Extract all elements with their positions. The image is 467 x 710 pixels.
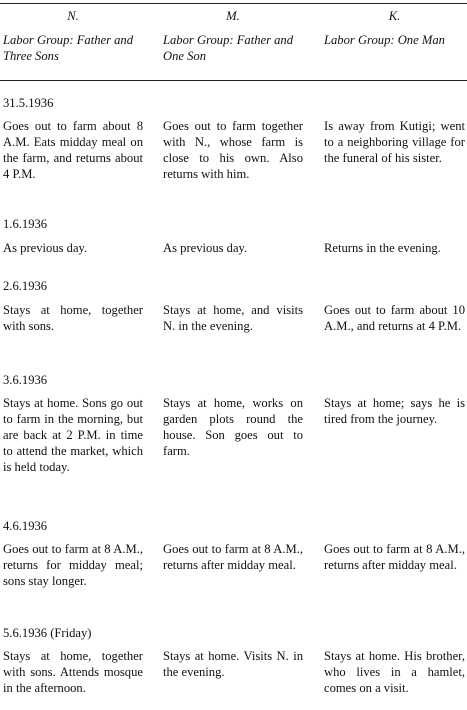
- header-rule: [0, 80, 467, 81]
- table-top-rule: [0, 3, 467, 4]
- column-header-n: [3, 8, 143, 64]
- entry-k: Stays at home; says he is tired from the journey.: [324, 396, 465, 426]
- entry-m: Goes out to farm together with N., whose farm is close to his own. Also returns with him.: [163, 119, 303, 181]
- entry-m: Stays at home, and visits N. in the evening.: [163, 303, 303, 333]
- date-label: 3.6.1936: [3, 373, 48, 387]
- entry-n: Stays at home, together with sons. Attends mosque in the afternoon.: [3, 649, 143, 695]
- entry-k: Is away from Kutigi; went to a neighboring village for the funeral of his sister.: [324, 119, 465, 165]
- column-header-m: [163, 8, 303, 64]
- entry-k: Goes out to farm at 8 A.M., returns after midday meal.: [324, 542, 465, 572]
- entry-n: Goes out to farm about 8 A.M. Eats midday meal on the farm, and returns about 4 P.M.: [3, 119, 143, 181]
- entry-k: Returns in the evening.: [324, 241, 441, 255]
- entry-n: Goes out to farm at 8 A.M., returns for midday meal; sons stay longer.: [3, 542, 143, 588]
- entry-m: Goes out to farm at 8 A.M., returns after midday meal.: [163, 542, 303, 572]
- date-label: 4.6.1936: [3, 519, 48, 533]
- date-label: 31.5.1936: [3, 96, 54, 110]
- entry-k: Stays at home. His brother, who lives in a hamlet, comes on a visit.: [324, 649, 465, 695]
- column-header-k: [324, 8, 465, 48]
- column-name: K.: [388, 9, 401, 23]
- column-name: N.: [67, 9, 79, 23]
- date-label: 5.6.1936 (Friday): [3, 626, 92, 640]
- date-label: 2.6.1936: [3, 279, 48, 293]
- date-label: 1.6.1936: [3, 217, 48, 231]
- entry-m: Stays at home. Visits N. in the evening.: [163, 649, 303, 679]
- entry-m: As previous day.: [163, 241, 248, 255]
- entry-n: Stays at home. Sons go out to farm in the morning, but are back at 2 P.M. in time to attend the market, which is held today.: [3, 396, 143, 474]
- column-group: Labor Group: One Man: [324, 33, 445, 47]
- entry-n: As previous day.: [3, 241, 88, 255]
- entry-n: Stays at home, together with sons.: [3, 303, 143, 333]
- entry-k: Goes out to farm about 10 A.M., and returns at 4 P.M.: [324, 303, 465, 333]
- entry-m: Stays at home, works on garden plots round the house. Son goes out to farm.: [163, 396, 303, 458]
- column-group: Labor Group: Father and Three Sons: [3, 33, 134, 63]
- column-group: Labor Group: Father and One Son: [163, 33, 294, 63]
- column-name: M.: [226, 9, 240, 23]
